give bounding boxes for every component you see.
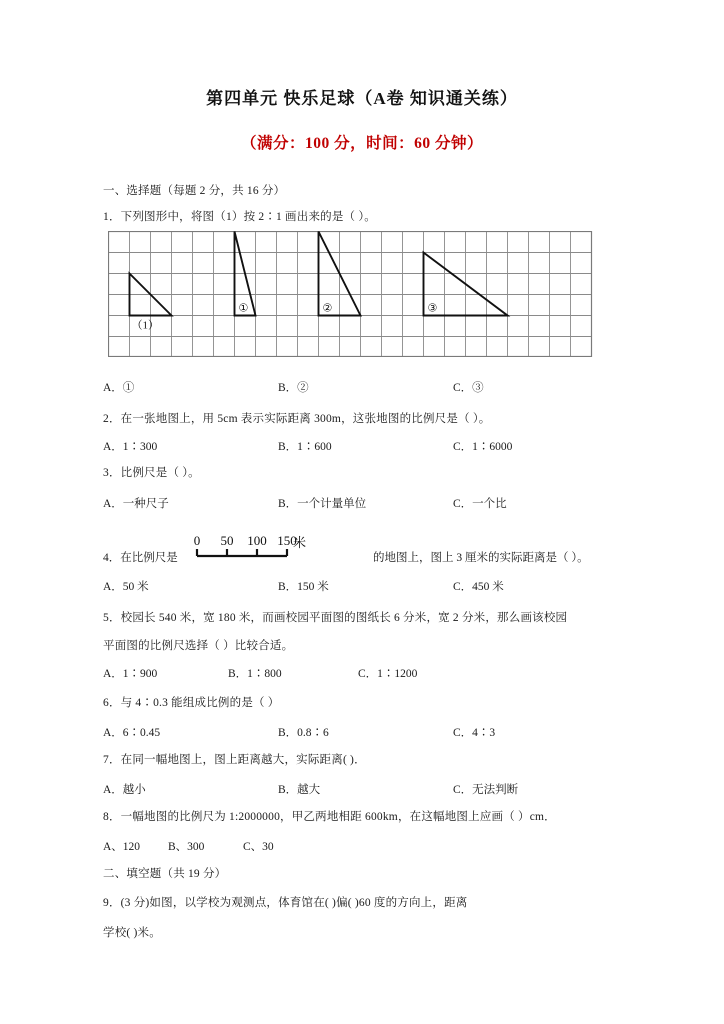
question-6-options (103, 724, 623, 740)
scalebar-tick-label: 150 (277, 533, 297, 548)
option-6-b[interactable]: B．0.8∶6 (278, 727, 329, 739)
question-5-options (103, 665, 623, 681)
option-3-b[interactable]: B．一个计量单位 (278, 498, 367, 510)
page-subtitle: （满分：100 分，时间：60 分钟） (240, 135, 483, 152)
question-4-options (103, 578, 623, 594)
question-1-stem: 1．下列图形中，将图（1）按 2∶1 画出来的是（ ）。 (103, 211, 376, 223)
option-1-c[interactable]: C．③ (453, 382, 484, 394)
section-heading-choice: 一、选择题（每题 2 分，共 16 分） (103, 185, 286, 197)
option-1-b[interactable]: B．② (278, 382, 309, 394)
shape-label: ① (238, 302, 249, 315)
option-4-c[interactable]: C．450 米 (453, 581, 504, 593)
page-title: 第四单元 快乐足球（A卷 知识通关练） (206, 89, 518, 108)
option-4-b[interactable]: B．150 米 (278, 581, 329, 593)
question-5-stem-line2: 平面图的比例尺选择（ ）比较合适。 (103, 640, 294, 652)
option-5-b[interactable]: B．1∶800 (228, 668, 282, 680)
scalebar-tick-label: 50 (220, 533, 234, 548)
question-7-options (103, 781, 623, 797)
question-7-stem: 7．在同一幅地图上，图上距离越大，实际距离( )． (103, 754, 366, 766)
option-4-a[interactable]: A．50 米 (103, 581, 149, 593)
question-1-options (103, 379, 623, 395)
option-6-c[interactable]: C．4∶3 (453, 727, 496, 739)
question-6-stem: 6．与 4∶0.3 能组成比例的是（ ） (103, 697, 280, 709)
question-4-scalebar-figure (193, 527, 318, 563)
question-8-options (103, 838, 623, 854)
option-2-a[interactable]: A．1∶300 (103, 441, 158, 453)
option-7-c[interactable]: C．无法判断 (453, 784, 519, 796)
shape-label: ② (322, 302, 333, 315)
option-5-c[interactable]: C．1∶1200 (358, 668, 418, 680)
option-1-a[interactable]: A．① (103, 382, 135, 394)
scalebar-tick-label: 0 (193, 533, 201, 548)
grid-figure-svg (108, 231, 600, 357)
scalebar-unit-label: 米 (293, 535, 307, 550)
shape-label: （1） (131, 319, 159, 332)
option-7-a[interactable]: A．越小 (103, 784, 146, 796)
question-4-stem-after: 的地图上，图上 3 厘米的实际距离是（ ）。 (373, 552, 589, 564)
scalebar-tick-label: 100 (247, 533, 267, 548)
question-9-line2: 学校( )米。 (103, 927, 161, 939)
question-8-stem: 8．一幅地图的比例尺为 1:2000000，甲乙两地相距 600km，在这幅地图上应画（ ）cm． (103, 811, 556, 823)
option-8-b[interactable]: B、300 (168, 841, 205, 853)
question-4-stem-before: 4．在比例尺是 (103, 552, 178, 564)
option-2-c[interactable]: C．1∶6000 (453, 441, 513, 453)
question-5-stem-line1: 5．校园长 540 米，宽 180 米，而画校园平面图的图纸长 6 分米，宽 2 分米，那么画该校园 (103, 612, 568, 624)
option-3-c[interactable]: C．一个比 (453, 498, 507, 510)
scalebar-svg (193, 527, 318, 563)
shape-label: ③ (427, 302, 438, 315)
option-6-a[interactable]: A．6∶0.45 (103, 727, 161, 739)
question-1-figure (108, 231, 600, 357)
question-2-stem: 2．在一张地图上，用 5cm 表示实际距离 300m，这张地图的比例尺是（ ）。 (103, 413, 491, 425)
question-9-line1: 9．(3 分)如图，以学校为观测点，体育馆在( )偏( )60 度的方向上，距离 (103, 897, 468, 909)
option-7-b[interactable]: B．越大 (278, 784, 321, 796)
question-3-stem: 3．比例尺是（ ）。 (103, 467, 200, 479)
option-3-a[interactable]: A．一种尺子 (103, 498, 169, 510)
section-heading-fill: 二、填空题（共 19 分） (103, 868, 227, 880)
option-5-a[interactable]: A．1∶900 (103, 668, 158, 680)
question-2-options (103, 438, 623, 454)
question-3-options (103, 495, 623, 511)
option-2-b[interactable]: B．1∶600 (278, 441, 332, 453)
option-8-a[interactable]: A、120 (103, 841, 141, 853)
option-8-c[interactable]: C、30 (243, 841, 274, 853)
